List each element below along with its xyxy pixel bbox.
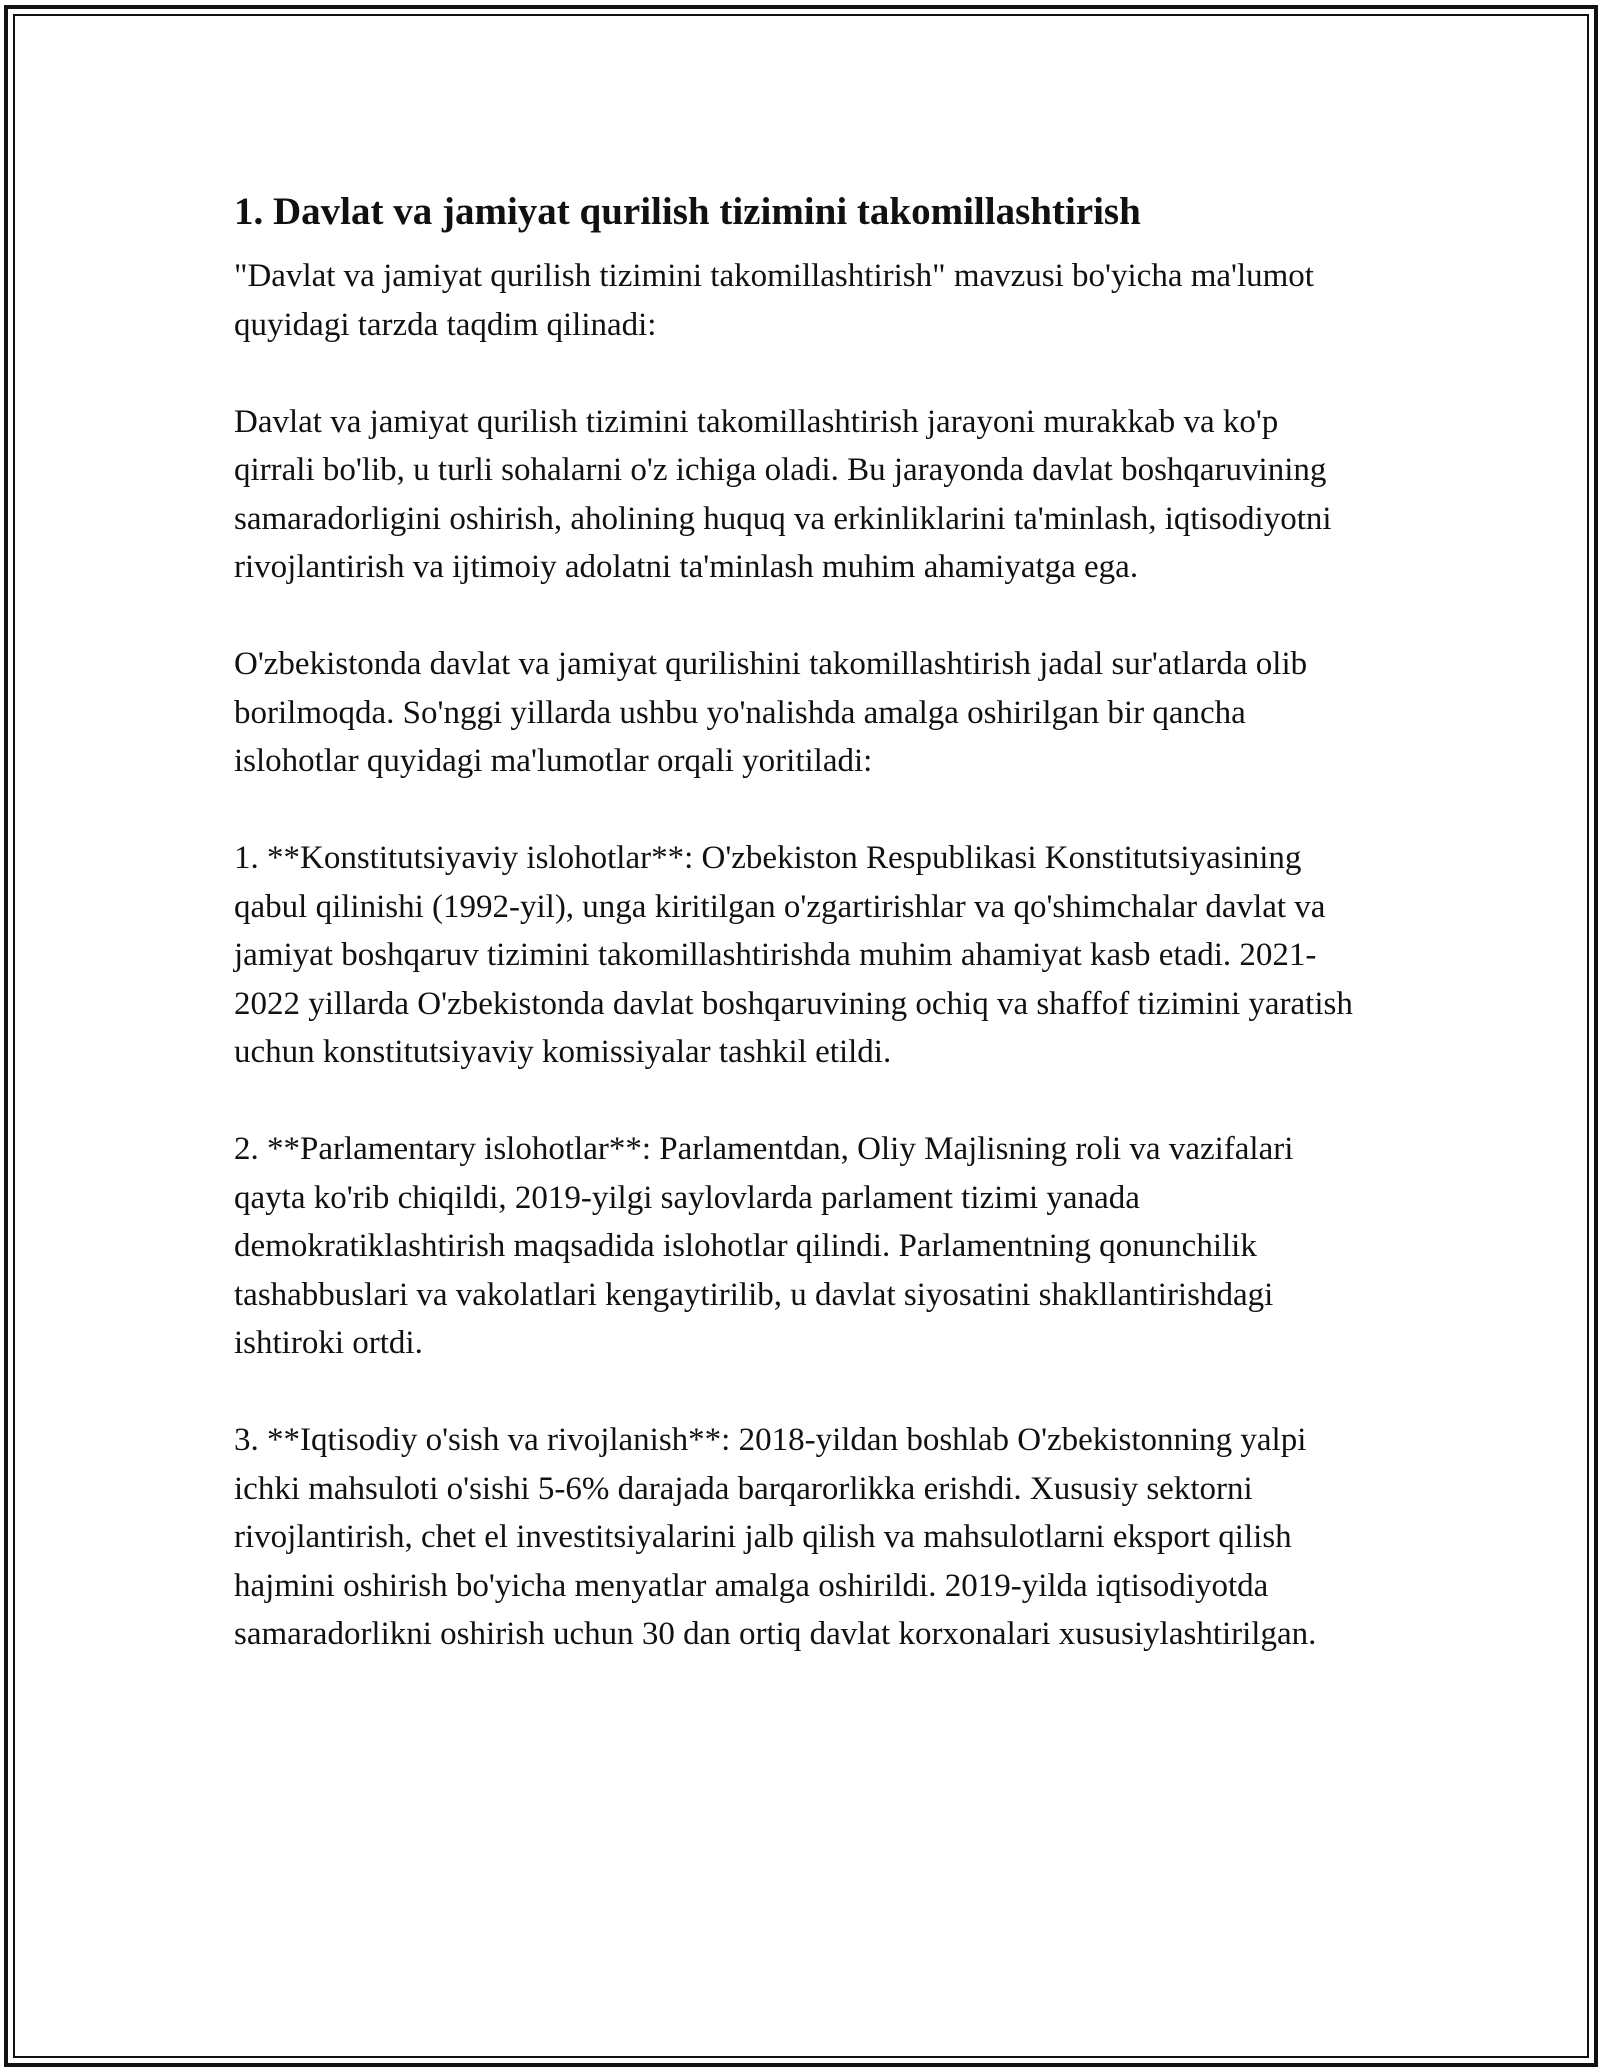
overview-paragraph: Davlat va jamiyat qurilish tizimini takomillashtirish jarayoni murakkab va ko'p qirrali bo'lib, u turli sohalarni o'z ichiga oladi. Bu jarayonda davlat boshqaruvining samaradorligini oshirish, aholining huquq va erkinliklarini ta'minlash, iqtisodiyotni rivojlantirish va ijtimoiy adolatni ta'minlash muhim ahamiyatga ega.: [234, 403, 1332, 585]
intro-paragraph: "Davlat va jamiyat qurilish tizimini takomillashtirish" mavzusi bo'yicha ma'lumot quyidagi tarzda taqdim qilinadi:: [234, 258, 1314, 343]
document-body: [234, 186, 1364, 1707]
list-item-economic-growth: 3. **Iqtisodiy o'sish va rivojlanish**: 2018-yildan boshlab O'zbekistonning yalpi ichki mahsuloti o'sishi 5-6% darajada barqarorlikka erishdi. Xususiy sektorni rivojlantirish, chet el investitsiyalarini jalb qilish va mahsulotlarni eksport qilish hajmini oshirish bo'yicha menyatlar amalga oshirildi. 2019-yilda iqtisodiyotda samaradorlikni oshirish uchun 30 dan ortiq davlat korxonalari xususiylashtirilgan.: [234, 1422, 1317, 1652]
list-item-constitutional-reforms: 1. **Konstitutsiyaviy islohotlar**: O'zbekiston Respublikasi Konstitutsiyasining qabul qilinishi (1992-yil), unga kiritilgan o'zgartirishlar va qo'shimchalar davlat va jamiyat boshqaruv tizimini takomillashtirishda muhim ahamiyat kasb etadi. 2021-2022 yillarda O'zbekistonda davlat boshqaruvining ochiq va shaffof tizimini yaratish uchun konstitutsiyaviy komissiyalar tashkil etildi.: [234, 840, 1353, 1070]
list-item-parliamentary-reforms: 2. **Parlamentary islohotlar**: Parlamentdan, Oliy Majlisning roli va vazifalari qayta ko'rib chiqildi, 2019-yilgi saylovlarda parlament tizimi yanada demokratiklashtirish maqsadida islohotlar qilindi. Parlamentning qonunchilik tashabbuslari va vakolatlari kengaytirilib, u davlat siyosatini shakllantirishdagi ishtiroki ortdi.: [234, 1131, 1294, 1361]
page-title: 1. Davlat va jamiyat qurilish tizimini takomillashtirish: [234, 190, 1141, 233]
uzbekistan-paragraph: O'zbekistonda davlat va jamiyat qurilishini takomillashtirish jadal sur'atlarda olib borilmoqda. So'nggi yillarda ushbu yo'nalishda amalga oshirilgan bir qancha islohotlar quyidagi ma'lumotlar orqali yoritiladi:: [234, 646, 1308, 779]
